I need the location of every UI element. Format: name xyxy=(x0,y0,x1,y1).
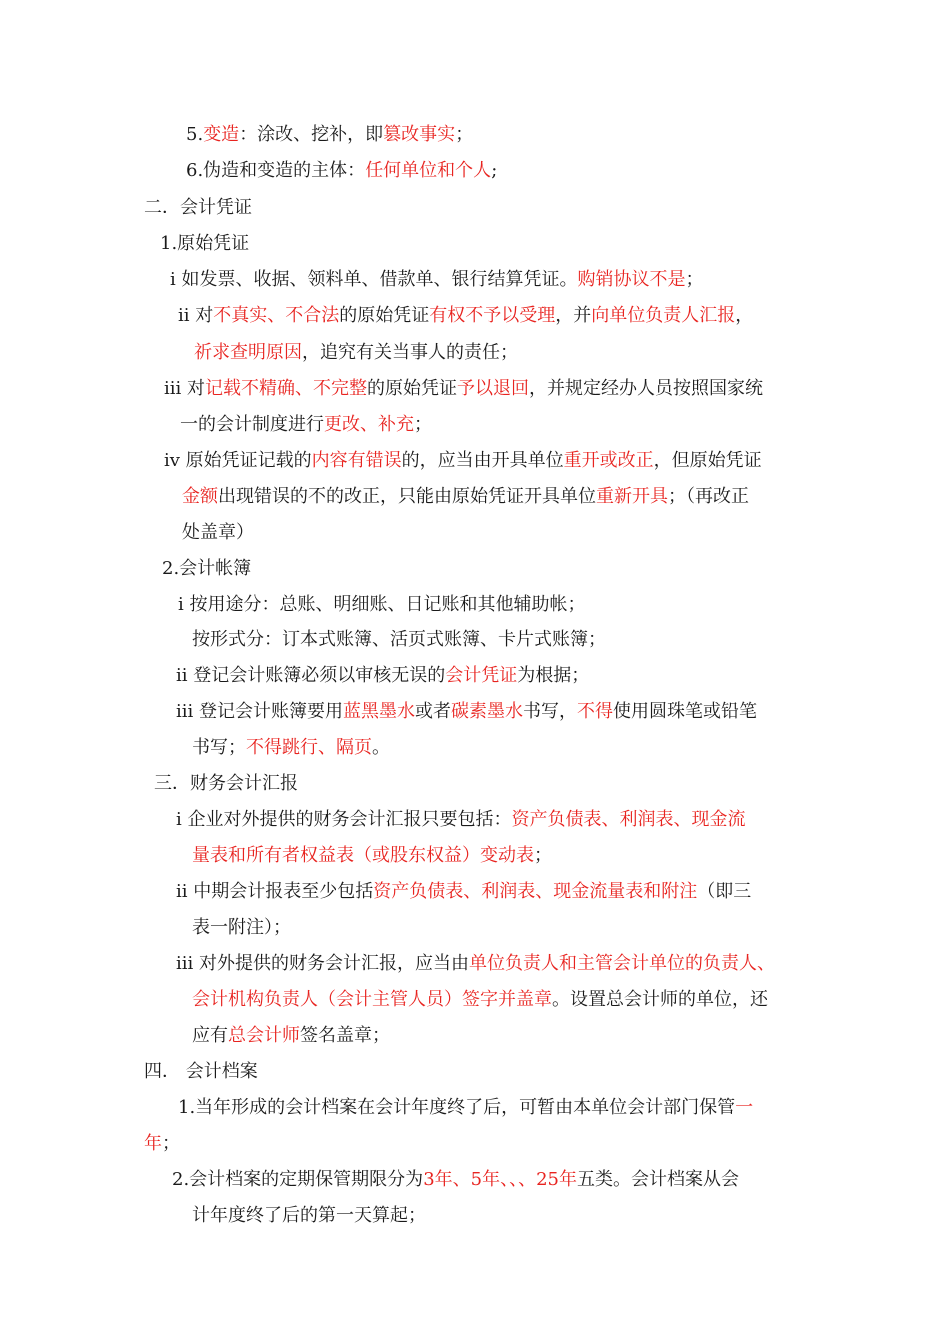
text-segment: ； xyxy=(685,269,704,290)
text-line xyxy=(192,845,552,867)
highlighted-text: 一 xyxy=(735,1097,754,1118)
text-segment: ⅲ 对外提供的财务会计汇报，应当由 xyxy=(176,953,469,974)
text-segment: ⅲ 登记会计账簿要用 xyxy=(176,701,343,722)
text-segment: 1.原始凭证 xyxy=(160,233,250,254)
text-segment: 为根据； xyxy=(517,665,590,686)
text-segment: 5. xyxy=(186,124,204,145)
highlighted-text: 变造 xyxy=(203,124,240,145)
highlighted-text: 予以退回 xyxy=(457,378,529,399)
text-segment: ， xyxy=(735,305,754,326)
text-line xyxy=(162,558,251,580)
text-segment: 的，应当由开具单位 xyxy=(401,450,564,471)
text-segment: 。设置总会计师的单位，还 xyxy=(552,989,768,1010)
text-line xyxy=(170,269,703,291)
text-line xyxy=(178,305,753,327)
text-line xyxy=(182,486,749,508)
highlighted-text: 3年、5年、、、25年 xyxy=(423,1169,577,1190)
text-segment: ； xyxy=(534,845,552,866)
text-line xyxy=(178,594,585,616)
text-line xyxy=(176,881,751,903)
highlighted-text: 量表和所有者权益表（或股东权益）变动表 xyxy=(192,845,534,866)
text-segment: 2.会计档案的定期保管期限分为 xyxy=(172,1169,424,1190)
text-segment: 2.会计帐簿 xyxy=(162,558,252,579)
text-line xyxy=(192,1025,390,1047)
text-segment: ：涂改、挖补，即 xyxy=(239,124,384,145)
highlighted-text: 会计机构负责人（会计主管人员）签字并盖章 xyxy=(192,989,552,1010)
text-line xyxy=(186,124,473,146)
text-segment: 或者 xyxy=(415,701,451,722)
highlighted-text: 资产负债表、利润表、现金流 xyxy=(511,809,746,830)
text-segment: （即三 xyxy=(697,881,752,902)
text-segment: 使用圆珠笔或铅笔 xyxy=(613,701,757,722)
text-segment: ⅱ 登记会计账簿必须以审核无误的 xyxy=(176,665,446,686)
highlighted-text: 记载不精确、不完整 xyxy=(205,378,367,399)
text-segment: ⅲ 对 xyxy=(164,378,205,399)
text-line xyxy=(186,160,497,182)
text-segment: ⅰ 企业对外提供的财务会计汇报只要包括： xyxy=(176,809,512,830)
text-segment: 一的会计制度进行 xyxy=(180,414,324,435)
highlighted-text: 总会计师 xyxy=(228,1025,300,1046)
highlighted-text: 年 xyxy=(144,1133,162,1154)
text-segment: ⅳ 原始凭证记载的 xyxy=(164,450,312,471)
highlighted-text: 不真实、不合法 xyxy=(213,305,340,326)
text-segment: ，但原始凭证 xyxy=(653,450,762,471)
text-segment: ，并 xyxy=(555,305,592,326)
text-line xyxy=(160,233,249,255)
text-line xyxy=(176,809,745,831)
text-line xyxy=(176,953,775,975)
text-segment: 的原始凭证 xyxy=(339,305,430,326)
highlighted-text: 单位负责人和主管会计单位的负责人、 xyxy=(469,953,775,974)
highlighted-text: 有权不予以受理 xyxy=(429,305,556,326)
text-line xyxy=(192,1205,426,1227)
text-line xyxy=(144,1133,180,1155)
highlighted-text: 祈求查明原因 xyxy=(194,342,302,363)
text-line xyxy=(192,917,291,939)
highlighted-text: 会计凭证 xyxy=(445,665,518,686)
text-line xyxy=(144,197,252,219)
text-line xyxy=(164,378,763,400)
text-segment: 6.伪造和变造的主体： xyxy=(186,160,366,181)
highlighted-text: 向单位负责人汇报 xyxy=(591,305,736,326)
highlighted-text: 不得跳行、隔页 xyxy=(246,737,372,758)
text-segment: 出现错误的不的改正，只能由原始凭证开具单位 xyxy=(218,486,596,507)
text-segment: 三．财务会计汇报 xyxy=(154,773,298,794)
highlighted-text: 金额 xyxy=(182,486,218,507)
text-line xyxy=(144,1061,258,1083)
text-segment: ，追究有关当事人的责任； xyxy=(302,342,518,363)
highlighted-text: 蓝黑墨水 xyxy=(343,701,415,722)
text-segment: ⅰ 如发票、收据、领料单、借款单、银行结算凭证。 xyxy=(170,269,578,290)
text-segment: 。 xyxy=(372,737,390,758)
text-segment: 二．会计凭证 xyxy=(144,197,252,218)
text-segment: ⅰ 按用途分：总账、明细账、日记账和其他辅助帐； xyxy=(178,594,586,615)
text-segment: 四． 会计档案 xyxy=(144,1061,258,1082)
text-segment: 表一附注）； xyxy=(192,917,291,938)
highlighted-text: 篡改事实 xyxy=(383,124,456,145)
text-segment: ⅱ 中期会计报表至少包括 xyxy=(176,881,374,902)
text-segment: 五类。会计档案从会 xyxy=(577,1169,739,1190)
text-segment: ；（再改正 xyxy=(668,486,749,507)
text-line xyxy=(178,1097,753,1119)
highlighted-text: 任何单位和个人 xyxy=(365,160,492,181)
text-segment: 的原始凭证 xyxy=(367,378,457,399)
highlighted-text: 不得 xyxy=(577,701,613,722)
text-line xyxy=(192,989,768,1011)
text-line xyxy=(192,737,390,759)
text-segment: 书写； xyxy=(192,737,246,758)
text-line xyxy=(180,414,432,436)
text-line xyxy=(176,665,589,687)
text-line xyxy=(192,629,606,651)
text-segment: 应有 xyxy=(192,1025,228,1046)
text-line xyxy=(182,522,254,544)
text-segment: ； xyxy=(455,124,474,145)
text-segment: ，并规定经办人员按照国家统 xyxy=(529,378,763,399)
text-segment: ; xyxy=(491,160,498,181)
text-line xyxy=(194,342,518,364)
text-line xyxy=(164,450,762,472)
highlighted-text: 内容有错误 xyxy=(311,450,402,471)
text-line xyxy=(176,701,757,723)
text-line xyxy=(172,1169,739,1191)
text-segment: ⅱ 对 xyxy=(178,305,214,326)
text-segment: 计年度终了后的第一天算起； xyxy=(192,1205,426,1226)
highlighted-text: 碳素墨水 xyxy=(451,701,523,722)
text-segment: 签名盖章； xyxy=(300,1025,390,1046)
highlighted-text: 重开或改正 xyxy=(563,450,654,471)
highlighted-text: 资产负债表、利润表、现金流量表和附注 xyxy=(373,881,698,902)
text-segment: ； xyxy=(414,414,432,435)
text-segment: ； xyxy=(162,1133,180,1154)
highlighted-text: 更改、补充 xyxy=(324,414,414,435)
text-segment: 书写， xyxy=(523,701,577,722)
text-line xyxy=(154,773,298,795)
text-segment: 1.当年形成的会计档案在会计年度终了后，可暂由本单位会计部门保管 xyxy=(178,1097,736,1118)
text-segment: 按形式分：订本式账簿、活页式账簿、卡片式账簿； xyxy=(192,629,606,650)
highlighted-text: 重新开具 xyxy=(596,486,668,507)
highlighted-text: 购销协议不是 xyxy=(577,269,686,290)
text-segment: 处盖章） xyxy=(182,522,254,543)
